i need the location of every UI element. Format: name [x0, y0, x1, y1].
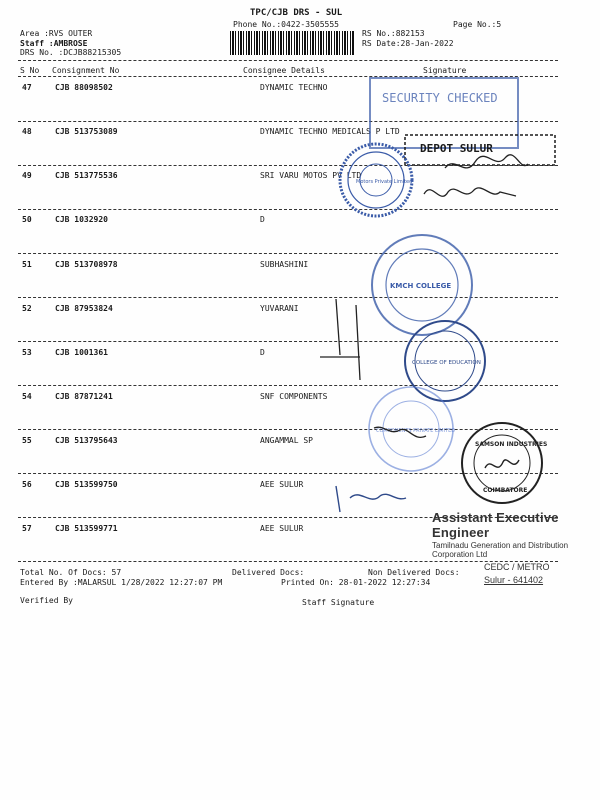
row-consignee: SNF COMPONENTS — [260, 392, 328, 401]
seal-college-text: KMCH COLLEGE — [390, 282, 452, 290]
row-consignment: CJB 87871241 — [55, 392, 113, 401]
row-consignee: D — [260, 348, 265, 357]
rs-date: RS Date:28-Jan-2022 — [362, 39, 454, 48]
aee-stamp-sulur: Sulur - 641402 — [484, 575, 544, 585]
row-sno: 48 — [22, 127, 32, 136]
aee-stamp-title: Assistant Executive Engineer — [432, 510, 559, 540]
row-consignment: CJB 513708978 — [55, 260, 118, 269]
seal-components-text: COMPONENTS PRIVATE LIMITED — [376, 428, 456, 434]
drs-number: DRS No. :DCJB88215305 — [20, 48, 122, 57]
row-consignee: AEE SULUR — [260, 524, 304, 533]
row-sno: 50 — [22, 215, 32, 224]
row-divider — [18, 473, 558, 474]
row-consignee: DYNAMIC TECHNO — [260, 83, 328, 92]
row-consignee: ANGAMMAL SP — [260, 436, 313, 445]
page-number: Page No.:5 — [453, 20, 502, 29]
row-consignment: CJB 88098502 — [55, 83, 113, 92]
row-sno: 57 — [22, 524, 32, 533]
stamp-depot-text: DEPOT SULUR — [420, 142, 493, 155]
printed-on: Printed On: 28-01-2022 12:27:34 — [281, 578, 431, 587]
row-divider — [18, 253, 558, 254]
row-consignee: YUVARANI — [260, 304, 299, 313]
seal-education-text: COLLEGE OF EDUCATION — [412, 360, 481, 366]
row-divider — [18, 297, 558, 298]
row-consignment: CJB 87953824 — [55, 304, 113, 313]
delivered-docs: Delivered Docs: — [232, 568, 305, 577]
row-consignment: CJB 513599771 — [55, 524, 118, 533]
row-divider — [18, 165, 558, 166]
total-docs: Total No. Of Docs: 57 — [20, 568, 122, 577]
row-sno: 52 — [22, 304, 32, 313]
column-header-sno: S No — [20, 66, 40, 75]
seal-samson-city: COIMBATORE — [483, 487, 528, 494]
row-consignment: CJB 513795643 — [55, 436, 118, 445]
column-header-consignment: Consignment No — [52, 66, 120, 75]
non-delivered-docs: Non Delivered Docs: — [368, 568, 460, 577]
column-header-signature: Signature — [423, 66, 467, 75]
verified-by: Verified By — [20, 596, 73, 605]
row-divider — [18, 385, 558, 386]
row-consignee: SRI VARU MOTOS PV LTD — [260, 171, 362, 180]
row-divider — [18, 341, 558, 342]
aee-stamp-org: Tamilnadu Generation and Distribution Corporation Ltd — [432, 541, 569, 559]
divider — [18, 60, 558, 61]
row-consignment: CJB 1001361 — [55, 348, 108, 357]
row-divider — [18, 121, 558, 122]
row-divider — [18, 209, 558, 210]
column-header-consignee: Consignee Details — [243, 66, 325, 75]
staff-label: Staff :AMBROSE — [20, 39, 88, 48]
divider — [18, 76, 558, 77]
row-sno: 51 — [22, 260, 32, 269]
row-consignee: DYNAMIC TECHNO MEDICALS P LTD — [260, 127, 400, 136]
aee-stamp-cedc: CEDC / METRO — [484, 562, 550, 572]
phone-number: Phone No.:0422-3505555 — [233, 20, 339, 29]
row-sno: 55 — [22, 436, 32, 445]
seal-motors-text: Motors Private Limited — [356, 179, 413, 185]
seal-samson-text: SAMSON INDUSTRIES — [475, 441, 548, 448]
row-consignee: AEE SULUR — [260, 480, 304, 489]
row-consignee: SUBHASHINI — [260, 260, 309, 269]
row-consignment: CJB 1032920 — [55, 215, 108, 224]
barcode — [230, 31, 355, 55]
row-divider — [18, 429, 558, 430]
row-sno: 56 — [22, 480, 32, 489]
row-consignment: CJB 513775536 — [55, 171, 118, 180]
area-label: Area :RVS OUTER — [20, 29, 93, 38]
row-sno: 54 — [22, 392, 32, 401]
rs-number: RS No.:882153 — [362, 29, 425, 38]
row-sno: 47 — [22, 83, 32, 92]
aee-stamp — [432, 510, 600, 585]
row-sno: 49 — [22, 171, 32, 180]
entered-by: Entered By :MALARSUL 1/28/2022 12:27:07 PM — [20, 578, 223, 587]
row-consignment: CJB 513599750 — [55, 480, 118, 489]
staff-signature: Staff Signature — [302, 598, 375, 607]
row-consignment: CJB 513753089 — [55, 127, 118, 136]
row-sno: 53 — [22, 348, 32, 357]
row-consignee: D — [260, 215, 265, 224]
document-title: TPC/CJB DRS - SUL — [250, 8, 343, 18]
stamp-top-text: SECURITY CHECKED — [382, 91, 498, 105]
